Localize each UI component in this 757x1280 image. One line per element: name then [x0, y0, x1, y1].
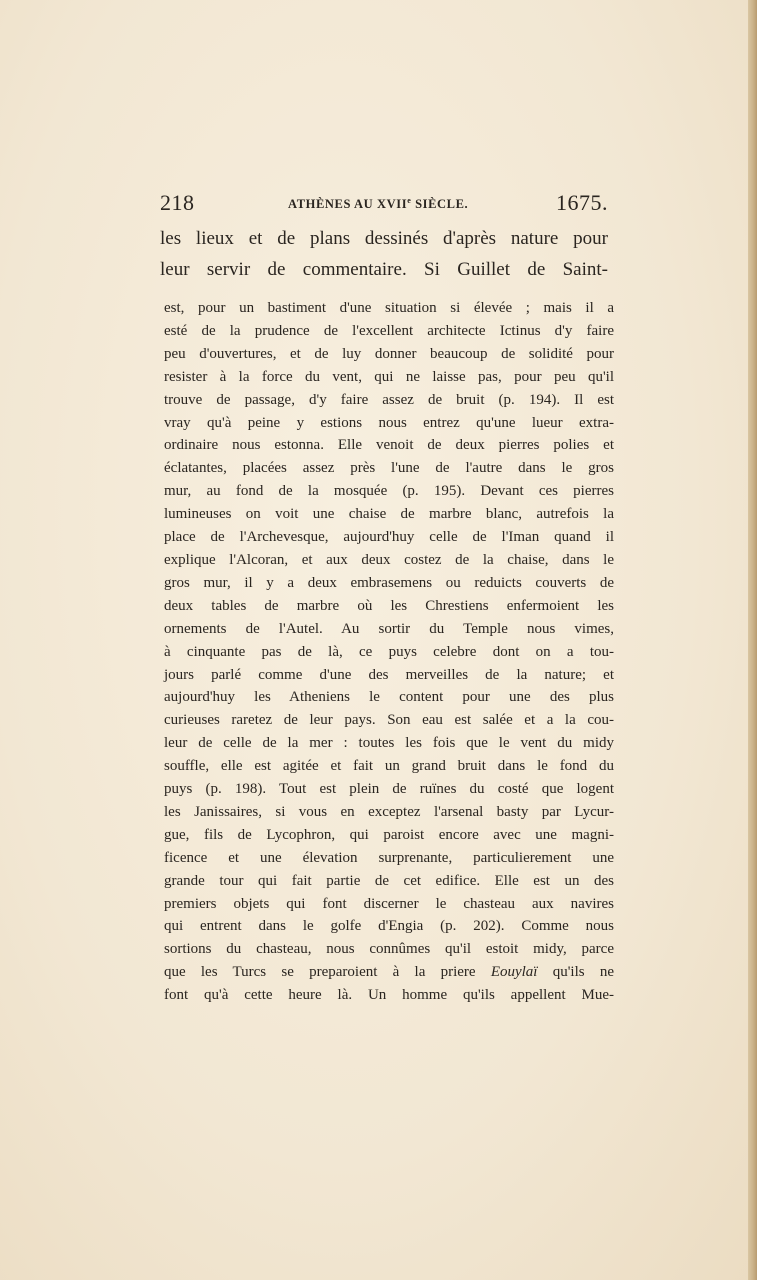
quote-line: font qu'à cette heure là. Un homme qu'ils appellent Mue-	[164, 987, 614, 1004]
quote-line: premiers objets qui font discerner le chasteau aux navires	[164, 895, 614, 912]
quote-line: trouve de passage, d'y faire assez de bruit (p. 194). Il est	[164, 391, 614, 408]
year: 1675.	[556, 190, 608, 215]
quote-line: ornements de l'Autel. Au sortir du Temple nous vimes,	[164, 620, 614, 637]
body-text-line: les lieux et de plans dessinés d'après nature pour	[160, 228, 608, 249]
quote-text-segment: que les Turcs se preparoient à la priere	[164, 964, 491, 981]
quote-line: sortions du chasteau, nous connûmes qu'il estoit midy, parce	[164, 941, 614, 958]
quote-line: gros mur, il y a deux embrasemens ou reduicts couverts de	[164, 574, 614, 591]
quote-line: souffle, elle est agitée et fait un grand bruit dans le fond du	[164, 758, 614, 775]
quote-line: ordinaire nous estonna. Elle venoit de deux pierres polies et	[164, 437, 614, 454]
page-number: 218	[160, 190, 195, 215]
quote-line: mur, au fond de la mosquée (p. 195). Devant ces pierres	[164, 483, 614, 500]
quote-line: qui entrent dans le golfe d'Engia (p. 202). Comme nous	[164, 918, 614, 935]
quote-line: jours parlé comme d'une des merveilles de la nature; et	[164, 666, 614, 683]
quote-line: grande tour qui fait partie de cet edifice. Elle est un des	[164, 872, 614, 889]
quote-line: esté de la prudence de l'excellent architecte Ictinus d'y faire	[164, 322, 614, 339]
quote-line: place de l'Archevesque, aujourd'huy celle de l'Iman quand il	[164, 529, 614, 546]
running-title	[288, 196, 468, 212]
quote-line: aujourd'huy les Atheniens le content pour une des plus	[164, 689, 614, 706]
quote-line: gue, fils de Lycophron, qui paroist encore avec une magni-	[164, 826, 614, 843]
quote-line: est, pour un bastiment d'une situation si élevée ; mais il a	[164, 300, 614, 316]
quote-line: resister à la force du vent, qui ne laisse pas, pour peu qu'il	[164, 368, 614, 385]
quote-line: explique l'Alcoran, et aux deux costez de la chaise, dans le	[164, 551, 614, 568]
quote-line: deux tables de marbre où les Chrestiens enfermoient les	[164, 597, 614, 614]
quote-text-segment: qu'ils ne	[537, 964, 614, 981]
quote-line: lumineuses on voit une chaise de marbre blanc, autrefois la	[164, 506, 614, 523]
quote-line: à cinquante pas de là, ce puys celebre dont on a tou-	[164, 643, 614, 660]
page-edge	[748, 0, 757, 1280]
running-header	[160, 190, 608, 214]
quote-line: ficence et une élevation surprenante, particulierement une	[164, 849, 614, 866]
quote-line: curieuses raretez de leur pays. Son eau est salée et a la cou-	[164, 712, 614, 729]
running-title-end: SIÈCLE.	[411, 197, 469, 212]
quoted-passage	[164, 297, 614, 1007]
italic-term: Eouylaï	[490, 964, 538, 981]
running-title-superscript: e	[407, 196, 412, 205]
quote-line	[164, 961, 614, 984]
quote-line: peu d'ouvertures, et de luy donner beaucoup de solidité pour	[164, 345, 614, 362]
body-text	[160, 223, 608, 285]
quote-line: leur de celle de la mer : toutes les fois que le vent du midy	[164, 735, 614, 752]
quote-line: puys (p. 198). Tout est plein de ruïnes du costé que logent	[164, 781, 614, 798]
body-text-line: leur servir de commentaire. Si Guillet de Saint-	[160, 259, 608, 280]
quote-line: éclatantes, placées assez près l'une de l'autre dans le gros	[164, 460, 614, 477]
quote-line: les Janissaires, si vous en exceptez l'arsenal basty par Lycur-	[164, 803, 614, 820]
running-title-main: ATHÈNES AU XVII	[288, 197, 408, 212]
quote-line: vray qu'à peine y estions nous entrez qu'une lueur extra-	[164, 414, 614, 431]
